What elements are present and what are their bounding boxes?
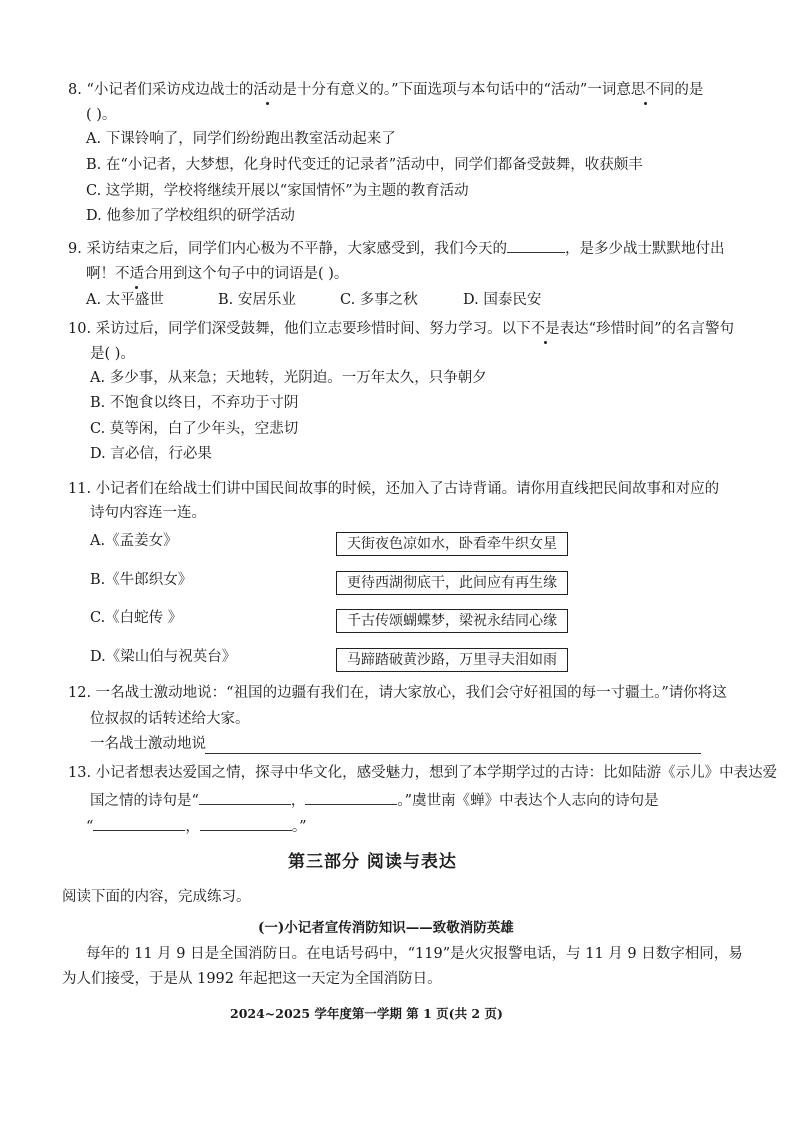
q8-emphasis-huodong: 活动 [253,82,283,98]
q10-answer-paren: 是( )。 [90,346,135,362]
q11-story-c[interactable]: C.《白蛇传 》 [90,610,183,626]
q13-blank-1[interactable] [199,790,291,805]
q8-option-b: B. 在“小记者，大梦想，化身时代变迁的记录者”活动中，同学们都备受鼓舞，收获颇丰 [86,157,643,173]
q13-blank-3[interactable] [93,816,185,831]
q11-story-b[interactable]: B.《牛郎织女》 [90,572,193,588]
q10-option-a: A. 多少事，从来急；天地转，光阴迫。一万年太久，只争朝夕 [90,370,487,386]
q13-quote-open: “ [86,819,94,835]
q10-text-end: 表达“珍惜时间”的名言警句 [559,321,734,337]
q9-option-b: B. 安居乐业 [218,292,296,308]
part3-paragraph-line2: 为人们接受，于是从 1992 年起把这一天定为全国消防日。 [62,971,442,987]
q13-line3 [86,816,307,837]
q8-text: 8. “小记者们采访戍边战士的 [68,82,254,98]
q8-answer-paren: ( )。 [86,107,117,123]
q9-emphasis: 不适合 [115,266,159,282]
q9-text-end: ，是多少战士默默地付出 [564,241,725,257]
q9-option-d: D. 国泰民安 [463,292,542,308]
q13-quote-close: 。” [291,819,307,835]
page-footer: 2024~2025 学年度第一学期 第 1 页(共 2 页) [230,1006,503,1021]
part3-title: 第三部分 阅读与表达 [288,852,457,872]
q9-line2 [86,264,348,284]
q10-emphasis: 不是 [530,321,560,337]
q12-line3: 一名战士激动地说 [90,736,206,752]
q10-option-d: D. 言必信，行必果 [90,446,212,462]
q8-option-c: C. 这学期，学校将继续开展以“家国情怀”为主题的教育活动 [86,183,469,199]
q9-text-2-end: 用到这个句子中的词语是( )。 [158,266,349,282]
q12-line2: 位叔叔的话转述给大家。 [90,711,250,727]
q12-line1: 12. 一名战士激动地说：“祖国的边疆有我们在，请大家放心，我们会守好祖国的每一寸疆土。”请你将这 [68,685,727,701]
q8-text-mid: 是十分有意义的。”下面选项与本句话中的“活动”一词 [282,82,617,98]
q8-option-a: A. 下课铃响了，同学们纷纷跑出教室活动起来了 [86,131,396,147]
q9-text-2: 啊！ [86,266,115,282]
q9-option-a: A. 太平盛世 [86,292,164,308]
q8-emphasis-yisi: 意思不同 [616,82,675,98]
part3-intro: 阅读下面的内容，完成练习。 [62,889,251,905]
q8-text-end: 的是 [674,82,704,98]
q11-poem-box-4[interactable]: 马蹄踏破黄沙路，万里寻夫泪如雨 [336,648,568,672]
q13-comma-2: ， [185,819,200,835]
q8-line1 [68,80,703,100]
q10-line1 [68,319,734,339]
q11-poem-box-2[interactable]: 更待西湖彻底干，此间应有再生缘 [336,571,568,595]
q9-option-c: C. 多事之秋 [340,292,418,308]
q13-blank-4[interactable] [200,816,292,831]
q11-line2: 诗句内容连一连。 [90,505,206,521]
q13-blank-2[interactable] [305,790,397,805]
q13-line2 [90,790,659,811]
q9-line1 [68,238,724,259]
q13-text: 国之情的诗句是“ [90,793,199,809]
q9-text: 9. 采访结束之后，同学们内心极为不平静，大家感受到，我们今天的 [68,241,507,257]
q8-option-d: D. 他参加了学校组织的研学活动 [86,208,295,224]
q9-blank[interactable] [507,238,565,253]
q13-text-end: 。”虞世南《蝉》中表达个人志向的诗句是 [397,793,659,809]
q13-comma: ， [290,793,306,809]
q10-option-b: B. 不饱食以终日，不弃功于寸阴 [90,395,299,411]
q11-poem-box-1[interactable]: 天街夜色凉如水，卧看牵牛织女星 [336,532,568,556]
q11-line1: 11. 小记者们在给战士们讲中国民间故事的时候，还加入了古诗背诵。请你用直线把民间故事和对应的 [68,481,720,497]
q10-option-c: C. 莫等闲，白了少年头，空悲切 [90,421,299,437]
q13-line1: 13. 小记者想表达爱国之情，探寻中华文化，感受魅力，想到了本学期学过的古诗：比如陆游《示儿》中表达爱 [68,765,778,781]
q12-answer-line[interactable] [205,752,701,754]
q11-story-a[interactable]: A.《孟姜女》 [90,533,178,549]
part3-subtitle: (一)小记者宣传消防知识——致敬消防英雄 [258,920,514,936]
q11-story-d[interactable]: D.《梁山伯与祝英台》 [90,649,237,665]
q10-text: 10. 采访过后，同学们深受鼓舞，他们立志要珍惜时间、努力学习。以下 [68,321,531,337]
part3-paragraph-line1: 每年的 11 月 9 日是全国消防日。在电话号码中，“119”是火灾报警电话，与 11 月 9 日数字相同，易 [86,946,743,962]
q11-poem-box-3[interactable]: 千古传颂蝴蝶梦，梁祝永结同心缘 [336,609,568,633]
